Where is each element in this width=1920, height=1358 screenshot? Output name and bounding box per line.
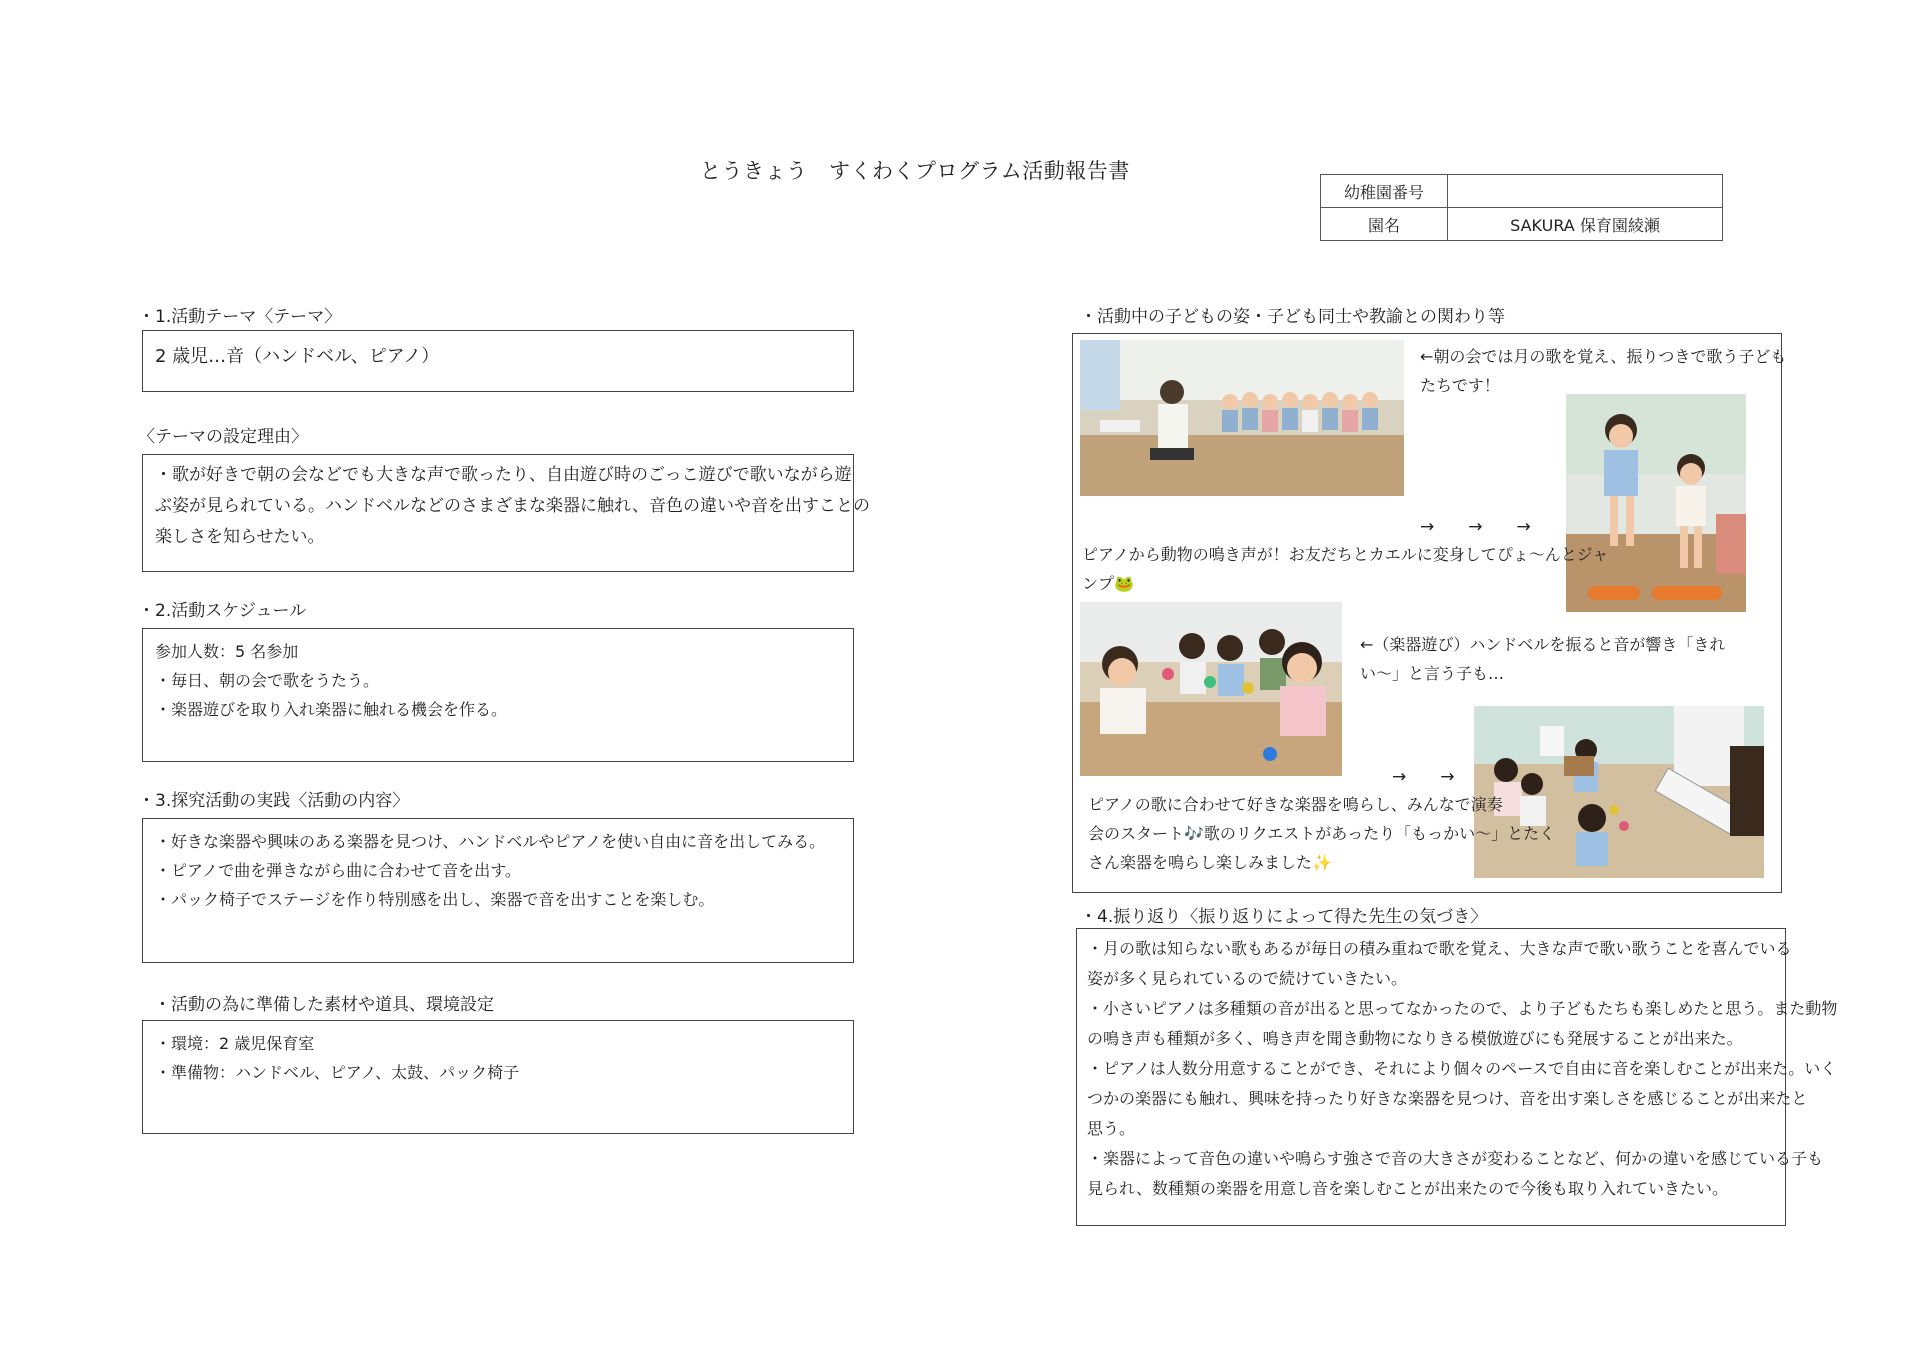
kindergarten-info-table [1320,174,1723,241]
reason-line: ぶ姿が見られている。ハンドベルなどのさまざまな楽器に触れ、音色の違いや音を出すことの [155,496,871,516]
reflection-line: の鳴き声も種類が多く、鳴き声を聞き動物になりきる模倣遊びにも発展することが出来た。 [1087,1029,1743,1048]
caption-line: 会のスタート🎶歌のリクエストがあったり「もっかい～」とたく [1088,824,1556,843]
reflection-box [1076,928,1838,1226]
info-value-number [1448,175,1723,208]
reflection-text [1077,929,1838,1209]
materials-line: ・準備物：ハンドベル、ピアノ、太鼓、パック椅子 [155,1063,520,1082]
photo-morning-circle [1080,340,1404,496]
reflection-heading: ・4.振り返り〈振り返りによって得た先生の気づき〉 [1080,907,1488,927]
reason-box [142,454,871,572]
schedule-line: 参加人数：5 名参加 [155,642,299,661]
practice-line: ・ピアノで曲を弾きながら曲に合わせて音を出す。 [155,861,521,880]
reflection-line: ・小さいピアノは多種類の音が出ると思ってなかったので、より子どもたちも楽しめたと思う。また動物 [1087,999,1838,1018]
caption-line: さん楽器を鳴らし楽しみました✨ [1088,853,1332,872]
practice-heading: ・3.探究活動の実践〈活動の内容〉 [138,791,410,811]
materials-text [143,1021,853,1095]
caption-line: い～」と言う子も… [1360,664,1505,683]
theme-content: 2 歳児…音（ハンドベル、ピアノ） [155,346,440,367]
practice-line: ・好きな楽器や興味のある楽器を見つけ、ハンドベルやピアノを使い自由に音を出してみる。 [155,832,826,851]
schedule-line: ・毎日、朝の会で歌をうたう。 [155,671,380,690]
practice-text [143,819,853,922]
reflection-line: 姿が多く見られているので続けていきたい。 [1087,969,1408,988]
reason-line: ・歌が好きで朝の会などでも大きな声で歌ったり、自由遊び時のごっこ遊びで歌いながら遊 [155,465,852,485]
info-row-number [1321,175,1723,208]
schedule-text [143,629,853,732]
schedule-box [142,628,854,762]
caption-concert [1088,790,1555,877]
caption-line: ピアノの歌に合わせて好きな楽器を鳴らし、みんなで演奏 [1088,795,1503,814]
info-value-name: SAKURA 保育園綾瀬 [1448,208,1723,241]
theme-box [142,330,854,392]
schedule-heading: ・2.活動スケジュール [138,601,307,621]
caption-line: ←朝の会では月の歌を覚え、振りつきで歌う子ども [1420,347,1787,366]
schedule-line: ・楽器遊びを取り入れ楽器に触れる機会を作る。 [155,700,508,719]
reason-text [143,455,871,559]
reason-line: 楽しさを知らせたい。 [155,527,325,547]
caption-line: たちです！ [1420,376,1500,395]
reflection-line: 見られ、数種類の楽器を用意し音を楽しむことが出来たので今後も取り入れていきたい。 [1087,1179,1728,1198]
reason-heading: 〈テーマの設定理由〉 [138,427,308,447]
reflection-line: 思う。 [1087,1119,1136,1138]
caption-line: ←（楽器遊び）ハンドベルを振ると音が響き「きれ [1360,635,1726,654]
caption-handbells [1360,630,1725,688]
theme-heading: ・1.活動テーマ〈テーマ〉 [138,307,342,327]
materials-heading: ・活動の為に準備した素材や道具、環境設定 [154,995,494,1015]
info-label-name: 園名 [1321,208,1448,241]
photo-handbells [1080,602,1342,776]
reflection-line: ・楽器によって音色の違いや鳴らす強さで音の大きさが変わることなど、何かの違いを感じている子も [1087,1149,1824,1168]
page-title: とうきょう すくわくプログラム活動報告書 [700,159,1130,183]
caption-morning [1420,342,1786,400]
caption-line: ピアノから動物の鳴き声が！お友だちとカエルに変身してぴょ～んとジャ [1082,545,1609,564]
info-row-name [1321,208,1723,241]
reflection-line: ・ピアノは人数分用意することができ、それにより個々のペースで自由に音を楽しむことが出来た。いく [1087,1059,1837,1078]
info-label-number: 幼稚園番号 [1321,175,1448,208]
materials-box [142,1020,854,1134]
flow-arrows-1: → → → [1420,517,1531,537]
caption-line: ンプ🐸 [1082,574,1134,593]
flow-arrows-2: → → [1392,767,1455,787]
activity-heading: ・活動中の子どもの姿・子ども同士や教諭との関わり等 [1080,307,1505,327]
caption-frog [1082,540,1608,598]
reflection-line: ・月の歌は知らない歌もあるが毎日の積み重ねで歌を覚え、大きな声で歌い歌うことを喜んでいる [1087,939,1792,958]
practice-box [142,818,854,963]
reflection-line: つかの楽器にも触れ、興味を持ったり好きな楽器を見つけ、音を出す楽しさを感じることが出来たと [1087,1089,1808,1108]
practice-line: ・パック椅子でステージを作り特別感を出し、楽器で音を出すことを楽しむ。 [155,890,715,909]
materials-line: ・環境：2 歳児保育室 [155,1034,315,1053]
